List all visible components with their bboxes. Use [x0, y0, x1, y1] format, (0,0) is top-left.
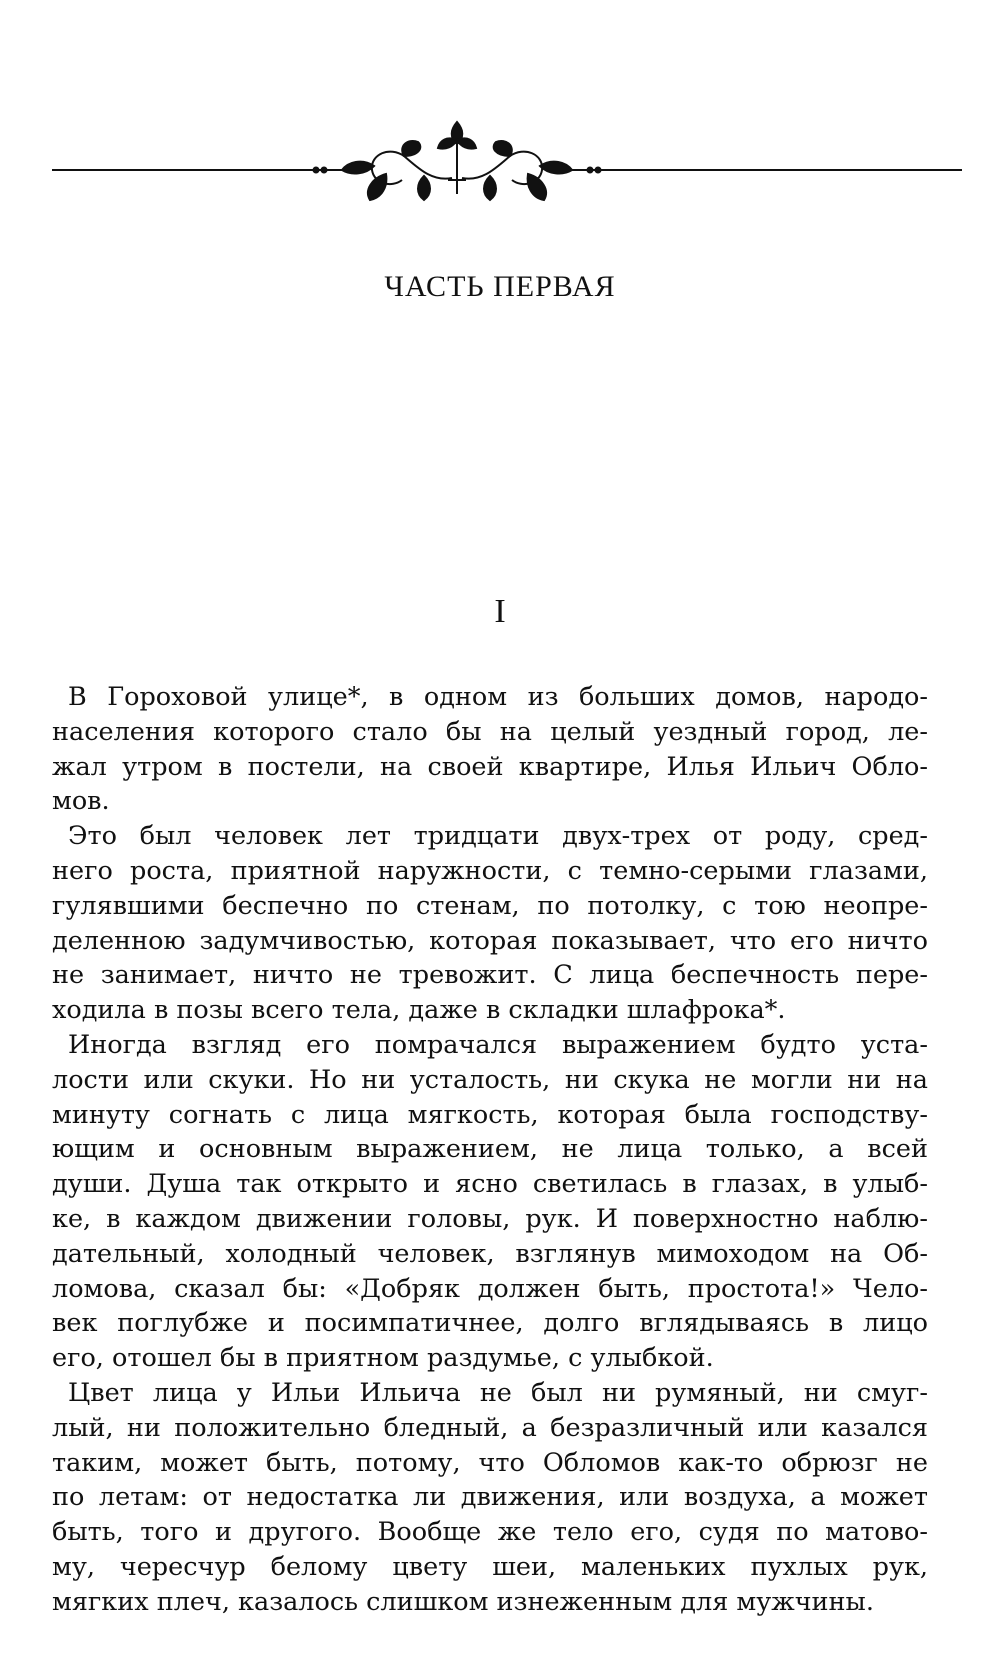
text-line: его, отошел бы в приятном раздумье, с улыбкой. [52, 1343, 714, 1374]
text-line: него роста, приятной наружности, с темно-серыми глазами, [52, 855, 928, 886]
chapter-number: I [494, 593, 506, 630]
text-line: Цвет лица у Ильи Ильича не был ни румяный, ни смуг- [68, 1377, 928, 1408]
text-line: гулявшими беспечно по стенам, по потолку, с тою неопре- [52, 890, 928, 921]
text-line: век поглубже и посимпатичнее, долго вглядываясь в лицо [52, 1308, 928, 1339]
text-line: му, чересчур белому цвету шеи, маленьких пухлых рук, [52, 1551, 928, 1582]
text-line: ходила в позы всего тела, даже в складки шлафрока*. [52, 995, 786, 1026]
text-line: лый, ни положительно бледный, а безразличный или казался [52, 1412, 928, 1443]
text-line: мов. [52, 786, 110, 817]
text-line: В Гороховой улице*, в одном из больших домов, народо- [68, 682, 928, 712]
text-line: не занимает, ничто не тревожит. С лица беспечность пере- [52, 960, 928, 991]
text-line: ке, в каждом движении головы, рук. И поверхностно наблю- [52, 1203, 928, 1234]
text-line: ющим и основным выражением, не лица только, а всей [52, 1134, 928, 1165]
text-line: мягких плеч, казалось слишком изнеженным для мужчины. [52, 1586, 874, 1617]
text-line: Иногда взгляд его помрачался выражением будто уста- [68, 1029, 928, 1060]
text-line: населения которого стало бы на целый уездный город, ле- [52, 716, 928, 747]
leaf-flourish-icon [310, 122, 604, 200]
text-line: души. Душа так открыто и ясно светилась в глазах, в улыб- [52, 1169, 928, 1200]
text-line: лости или скуки. Но ни усталость, ни скука не могли ни на [52, 1064, 928, 1095]
text-line: жал утром в постели, на своей квартире, Илья Ильич Обло- [52, 751, 928, 782]
ornament-divider [52, 118, 962, 218]
text-line: ломова, сказал бы: «Добряк должен быть, простота!» Чело- [52, 1273, 928, 1304]
body-text [52, 680, 928, 1620]
text-line: дательный, холодный человек, взглянув мимоходом на Об- [52, 1238, 928, 1269]
text-line: Это был человек лет тридцати двух-трех от роду, сред- [68, 821, 928, 852]
text-line: минуту согнать с лица мягкость, которая была господству- [52, 1099, 928, 1130]
text-line: деленною задумчивостью, которая показывает, что его ничто [52, 925, 928, 956]
text-line: по летам: от недостатка ли движения, или воздуха, а может [52, 1482, 928, 1513]
text-line: быть, того и другого. Вообще же тело его, судя по матово- [52, 1517, 928, 1548]
text-line: таким, может быть, потому, что Обломов как-то обрюзг не [52, 1447, 928, 1478]
part-title: ЧАСТЬ ПЕРВАЯ [384, 270, 616, 303]
